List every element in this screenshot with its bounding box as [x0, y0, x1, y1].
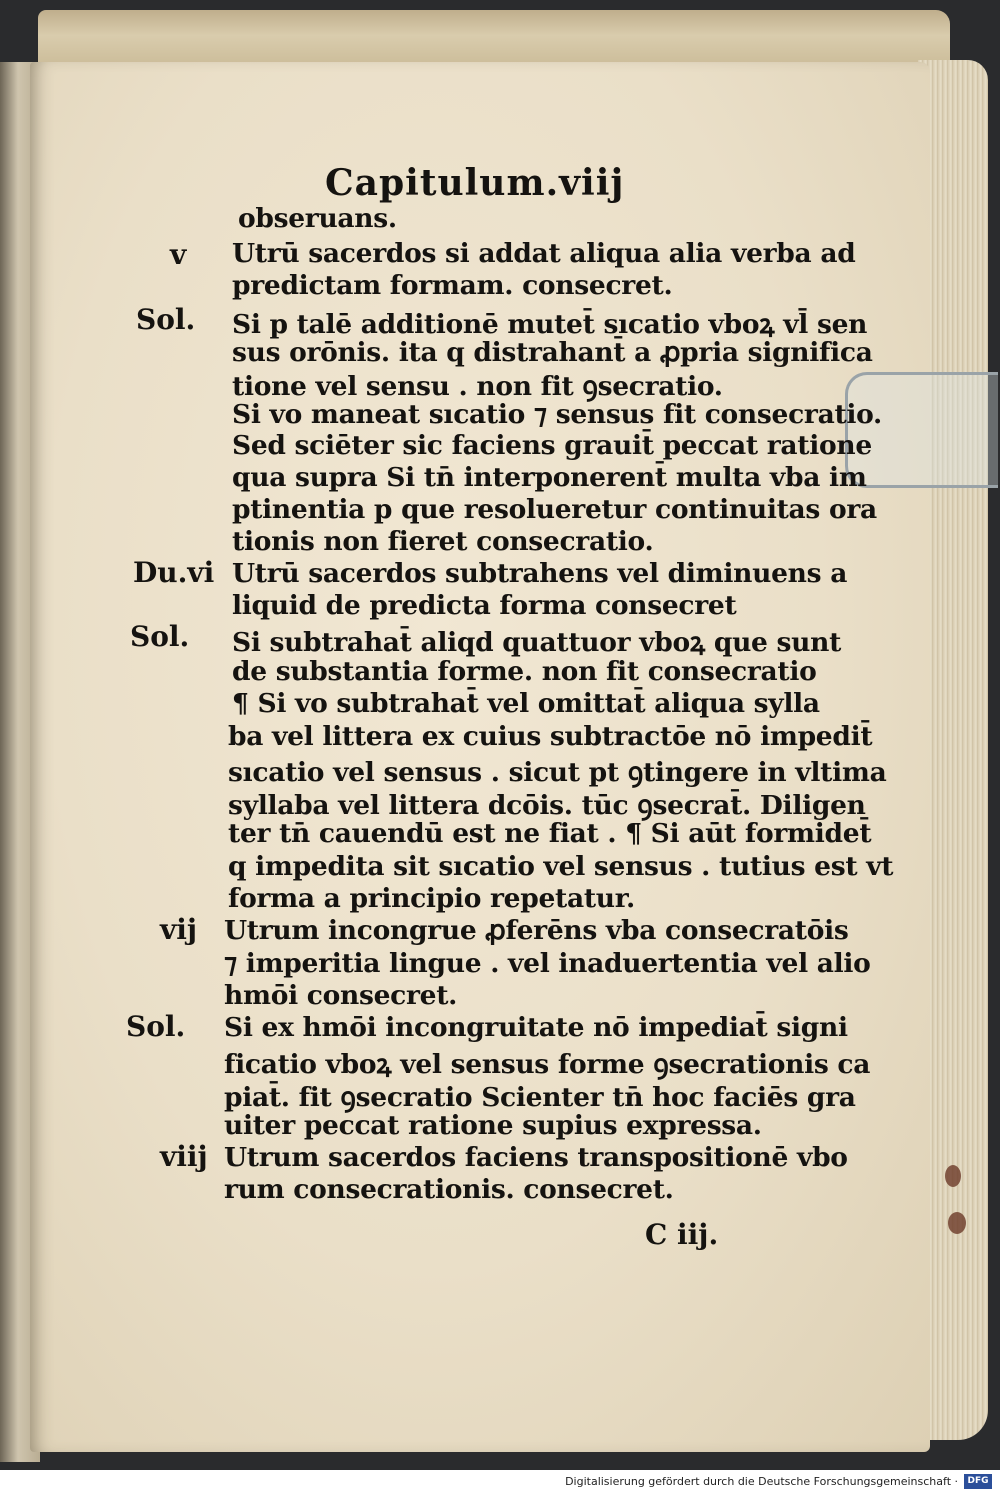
text-line: ptinentia p que resolueretur continuitas ora	[232, 494, 877, 525]
text-line: Utrum incongrue ꝓferēns vba consecratōis	[224, 915, 849, 946]
text-line: syllaba vel littera dcōis. tūc ꝯsecrat̄. Diligen	[228, 790, 866, 821]
text-line: Utrū sacerdos si addat aliqua alia verba ad	[232, 238, 856, 269]
text-line: ter tn̄ cauendū est ne fiat . ¶ Si aūt formidet̄	[228, 818, 872, 849]
text-line: Si ex hmōi incongruitate nō impediat̄ signi	[224, 1012, 848, 1043]
text-line: tione vel sensu . non fit ꝯsecratio.	[232, 371, 723, 402]
margin-mark: Sol.	[136, 303, 196, 336]
margin-mark: vij	[160, 913, 198, 946]
margin-mark: Sol.	[130, 620, 190, 653]
text-line: obseruans.	[238, 203, 397, 234]
text-line: sus orōnis. ita q distrahant̄ a ꝓpria significa	[232, 337, 873, 368]
text-line: forma a principio repetatur.	[228, 883, 635, 914]
text-line: Sed sciēter sic faciens grauit̄ peccat ratione	[232, 430, 872, 461]
text-line: Si vo maneat sıcatio ⁊ sensus fit consecratio.	[232, 399, 882, 430]
text-line: piat̄. fit ꝯsecratio Scienter tn̄ hoc faciēs gra	[224, 1082, 856, 1113]
text-line: q impedita sit sıcatio vel sensus . tutius est vt	[228, 851, 894, 882]
text-line: Si p talē additionē mutet̄ sıcatio vboꝝ vl̄ sen	[232, 309, 868, 340]
text-line: ficatio vboꝝ vel sensus forme ꝯsecrationis ca	[224, 1049, 871, 1080]
signature-mark: C iij.	[645, 1218, 719, 1251]
text-line: qua supra Si tn̄ interponerent̄ multa vba im	[232, 462, 867, 493]
chapter-title: Capitulum.viij	[325, 162, 625, 204]
text-line: Utrum sacerdos faciens transpositionē vbo	[224, 1142, 848, 1173]
text-line: ⁊ imperitia lingue . vel inaduertentia vel alio	[224, 948, 871, 979]
margin-mark: viij	[160, 1140, 208, 1173]
text-line: sıcatio vel sensus . sicut pt ꝯtingere in vltima	[228, 757, 887, 788]
footer-bar	[0, 1470, 1000, 1495]
margin-mark: v	[170, 238, 187, 271]
margin-mark: Du.vi	[133, 556, 215, 589]
margin-mark: Sol.	[126, 1010, 186, 1043]
footer-credit: Digitalisierung gefördert durch die Deutsche Forschungsgemeinschaft ·	[565, 1475, 958, 1488]
text-line: hmōi consecret.	[224, 980, 458, 1011]
text-line: tionis non fieret consecratio.	[232, 526, 654, 557]
text-line: rum consecrationis. consecret.	[224, 1174, 674, 1205]
dfg-logo: DFG	[964, 1474, 992, 1489]
text-line: Si subtrahat̄ aliqd quattuor vboꝝ que sunt	[232, 627, 842, 658]
text-line: predictam formam. consecret.	[232, 270, 673, 301]
text-line: uiter peccat ratione supius expressa.	[224, 1110, 762, 1141]
text-line: Utrū sacerdos subtrahens vel diminuens a	[232, 558, 848, 589]
text-line: liquid de predicta forma consecret	[232, 590, 737, 621]
text-line: de substantia forme. non fit consecratio	[232, 656, 817, 687]
text-line: ba vel littera ex cuius subtractōe nō impedit̄	[228, 721, 873, 752]
text-line: ¶ Si vo subtrahat̄ vel omittat̄ aliqua sylla	[232, 688, 820, 719]
